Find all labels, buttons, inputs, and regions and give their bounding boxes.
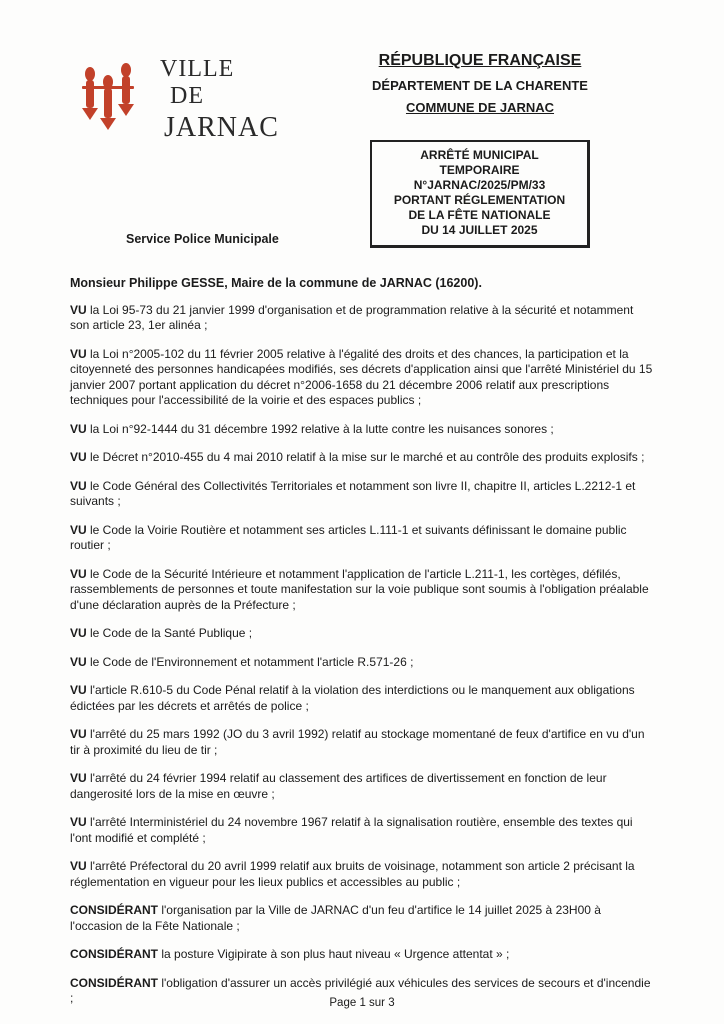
page-number: Page 1 sur 3	[329, 997, 395, 1009]
paragraph	[70, 450, 654, 466]
paragraph	[70, 947, 654, 963]
paragraph-text: le Code de la Sécurité Intérieure et notamment l'application de l'article L.211-1, les cortèges, défilés, rassemblements de personnes et toute manifestation sur la voie publique sont soumis à l'obligation préalable d'une déclaration auprès de la Préfecture ;	[70, 566, 649, 612]
logo-line-ville: VILLE	[160, 56, 235, 82]
paragraph-text: le Code de l'Environnement et notamment l'article R.571-26 ;	[86, 654, 414, 669]
paragraph-lead: CONSIDÉRANT	[70, 903, 159, 917]
paragraph-text: l'obligation d'assurer un accès privilégié aux véhicules des services de secours et d'incendie ;	[70, 975, 651, 1005]
paragraph-text: l'arrêté Préfectoral du 20 avril 1999 relatif aux bruits de voisinage, notamment son article 2 précisant la réglementation en vigueur pour les lieux publics et accessibles au public ;	[70, 859, 635, 889]
paragraph-text: l'article R.610-5 du Code Pénal relatif à la violation des interdictions ou le manquement aux obligations édictées par les décrets et arrêtés de police ;	[70, 683, 635, 713]
arrete-line: TEMPORAIRE	[439, 163, 520, 177]
paragraph-lead: VU	[70, 771, 87, 785]
paragraph-lead: VU	[70, 815, 87, 829]
paragraph-lead: VU	[70, 421, 87, 436]
paragraph-lead: CONSIDÉRANT	[70, 975, 159, 990]
paragraph-text: la Loi 95-73 du 21 janvier 1999 d'organisation et de programmation relative à la sécurité et notamment son article 23, 1er alinéa ;	[70, 302, 634, 332]
paragraph-text: la posture Vigipirate à son plus haut niveau « Urgence attentat » ;	[158, 947, 510, 961]
paragraph	[70, 655, 654, 671]
paragraph-text: la Loi n°2005-102 du 11 février 2005 relative à l'égalité des droits et des chances, la participation et la citoyenneté des personnes handicapées modifiés, ses décrets d'application ainsi que l'arrêté Ministériel du 15 janvier 2007 portant application du décret n°2006-1658 du 21 décembre 2006 relatif aux prescriptions techniques pour l'accessibilité de la voirie et des espaces publics ;	[70, 346, 653, 407]
paragraph	[70, 815, 654, 846]
paragraph	[70, 303, 654, 334]
paragraph	[70, 683, 654, 714]
paragraph-lead: VU	[70, 450, 87, 464]
paragraph-lead: VU	[70, 683, 87, 697]
paragraph-text: le Décret n°2010-455 du 4 mai 2010 relatif à la mise sur le marché et au contrôle des produits explosifs ;	[86, 450, 645, 464]
paragraph-lead: VU	[70, 727, 87, 741]
paragraph	[70, 771, 654, 802]
paragraph-lead: VU	[70, 478, 87, 493]
document-body	[70, 276, 654, 1020]
paragraph-text: l'arrêté Interministériel du 24 novembre 1967 relatif à la signalisation routière, ensemble des textes qui l'ont modifié et complété ;	[70, 815, 633, 845]
paragraph	[70, 859, 654, 890]
paragraph-lead: VU	[70, 654, 87, 669]
paragraph-lead: VU	[70, 859, 87, 873]
paragraph-text: le Code la Voirie Routière et notamment ses articles L.111-1 et suivants définissant le domaine public routier ;	[70, 522, 627, 552]
commune-title: COMMUNE DE JARNAC	[405, 100, 555, 115]
paragraph-lead: CONSIDÉRANT	[70, 947, 159, 961]
departement-title: DÉPARTEMENT DE LA CHARENTE	[372, 78, 588, 93]
paragraph-text: l'arrêté du 25 mars 1992 (JO du 3 avril 1992) relatif au stockage momentané de feux d'artifice en vu d'un tir à proximité du lieu de tir ;	[70, 727, 645, 757]
paragraph-text: le Code Général des Collectivités Territoriales et notamment son livre II, chapitre II, articles L.2212-1 et suivants ;	[70, 478, 636, 508]
paragraph	[70, 567, 654, 614]
paragraph	[70, 347, 654, 409]
paragraph-lead: VU	[70, 302, 87, 317]
paragraph	[70, 626, 654, 642]
service-label: Service Police Municipale	[126, 232, 279, 246]
paragraph-text: le Code de la Santé Publique ;	[86, 626, 253, 640]
logo-line-de: DE	[170, 83, 204, 109]
logo-line-jarnac: JARNAC	[164, 112, 279, 143]
paragraph	[70, 523, 654, 554]
paragraph	[70, 727, 654, 758]
paragraph-lead: VU	[70, 626, 87, 640]
arrete-line: PORTANT RÉGLEMENTATION	[393, 193, 566, 207]
paragraph-text: l'organisation par la Ville de JARNAC d'un feu d'artifice le 14 juillet 2025 à 23H00 à l'occasion de la Fête Nationale ;	[70, 903, 601, 933]
arrete-line: DE LA FÊTE NATIONALE	[408, 208, 551, 222]
paragraph	[70, 903, 654, 934]
republique-title: RÉPUBLIQUE FRANÇAISE	[378, 52, 582, 69]
paragraph-text: la Loi n°92-1444 du 31 décembre 1992 relative à la lutte contre les nuisances sonores ;	[86, 421, 554, 436]
paragraph-text: l'arrêté du 24 février 1994 relatif au classement des artifices de divertissement en fonction de leur dangerosité lors de la mise en œuvre ;	[70, 771, 607, 801]
paragraph	[70, 422, 654, 438]
paragraph-lead: VU	[70, 522, 87, 537]
maire-statement: Monsieur Philippe GESSE, Maire de la commune de JARNAC (16200).	[70, 276, 482, 290]
arrete-line: N°JARNAC/2025/PM/33	[413, 178, 546, 192]
paragraph-lead: VU	[70, 346, 87, 361]
arrete-line: ARRÊTÉ MUNICIPAL	[420, 148, 539, 162]
arrete-title-box	[370, 140, 590, 248]
arrete-line: DU 14 JUILLET 2025	[421, 223, 538, 237]
paragraph-lead: VU	[70, 566, 87, 581]
fleur-emblem-icon	[82, 63, 134, 130]
paragraph	[70, 479, 654, 510]
